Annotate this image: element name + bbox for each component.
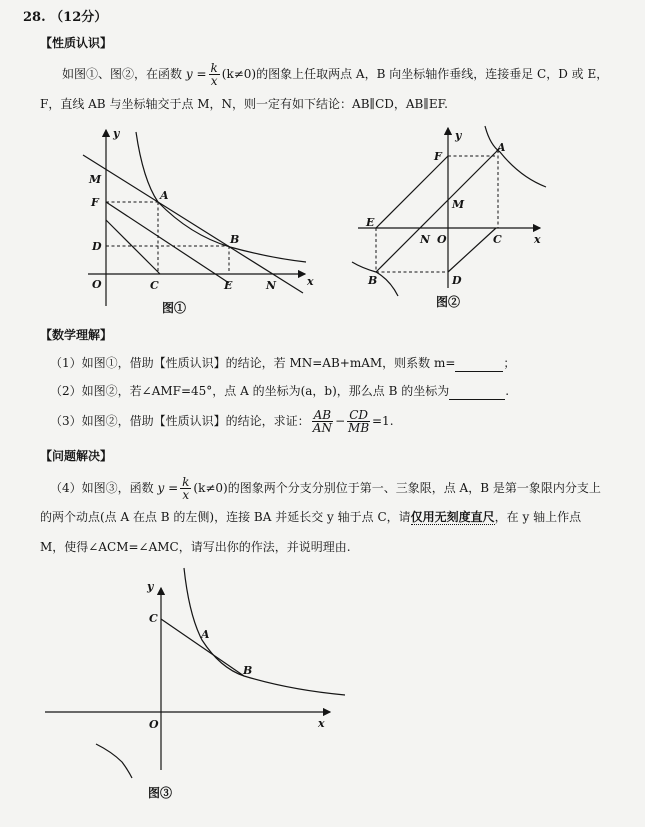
fig3-label-A: A bbox=[201, 628, 210, 641]
fig3-label-y: y bbox=[147, 580, 154, 593]
q3-f1-den: AN bbox=[312, 421, 332, 435]
q4-line-1a: （4）如图③，函数 bbox=[50, 481, 154, 495]
fig1-label-y: y bbox=[113, 127, 120, 140]
q3-frac-1 bbox=[312, 409, 333, 434]
question-4-line-3: M，使得∠ACM=∠AMC，请写出你的作法，并说明理由. bbox=[40, 540, 351, 554]
question-4-line-1 bbox=[50, 473, 601, 503]
fig3-label-C: C bbox=[149, 612, 158, 625]
q1-text: （1）如图①，借助【性质认识】的结论，若 MN=AB+mAM，则系数 m= bbox=[50, 356, 456, 370]
q4-line-2a: 的两个动点(点 A 在点 B 的左侧)，连接 BA 并延长交 y 轴于点 C，请 bbox=[40, 510, 411, 524]
fig3-label-B: B bbox=[243, 664, 253, 677]
fig1-label-O: O bbox=[92, 278, 102, 291]
question-points: （12分） bbox=[50, 10, 108, 25]
section-understanding: 【数学理解】 bbox=[40, 328, 113, 342]
intro-line-1a: 如图①、图②，在函数 bbox=[62, 67, 183, 81]
figure-3 bbox=[45, 568, 345, 778]
question-3 bbox=[50, 404, 394, 438]
q3-f2-den: MB bbox=[348, 421, 370, 435]
q1-blank bbox=[455, 356, 503, 372]
figure-2 bbox=[352, 126, 546, 296]
fig1-label-A: A bbox=[160, 189, 169, 202]
fig2-label-B: B bbox=[368, 274, 378, 287]
section-recognition: 【性质认识】 bbox=[40, 36, 113, 50]
question-2 bbox=[50, 384, 509, 400]
fig1-label-C: C bbox=[150, 279, 159, 292]
fig2-label-E: E bbox=[366, 216, 375, 229]
fig1-label-D: D bbox=[92, 240, 102, 253]
q1-end: ； bbox=[503, 356, 516, 370]
q3-tail: =1. bbox=[372, 414, 394, 428]
fig1-line-DC bbox=[106, 220, 160, 274]
fig2-label-C: C bbox=[493, 233, 502, 246]
intro-line-2: F，直线 AB 与坐标轴交于点 M，N，则一定有如下结论：AB∥CD，AB∥EF. bbox=[40, 97, 448, 111]
intro-yeq: y = bbox=[185, 67, 207, 81]
q2-end: . bbox=[505, 384, 510, 398]
q4-frac-den: x bbox=[182, 488, 190, 502]
q3-frac-2 bbox=[347, 409, 370, 434]
fig2-label-D: D bbox=[452, 274, 462, 287]
q4-fraction bbox=[180, 476, 191, 501]
q3-f2-num: CD bbox=[349, 408, 368, 422]
fig2-labels bbox=[365, 129, 541, 309]
fig2-label-y: y bbox=[455, 129, 462, 142]
fig1-line-FE bbox=[106, 202, 229, 283]
q4-line-2-dotted: 仅用无刻度直尺 bbox=[410, 510, 495, 524]
fig2-label-x: x bbox=[534, 233, 541, 246]
fig1-line-MN bbox=[83, 155, 303, 293]
fig3-label-x: x bbox=[318, 717, 325, 730]
fig1-label-E: E bbox=[224, 279, 233, 292]
fig1-label-N: N bbox=[266, 279, 277, 292]
fig1-label-B: B bbox=[230, 233, 240, 246]
fig1-caption: 图① bbox=[162, 301, 187, 315]
intro-frac-den: x bbox=[210, 74, 218, 88]
fig2-caption: 图② bbox=[436, 295, 461, 309]
fig2-label-F: F bbox=[434, 150, 442, 163]
fig1-labels bbox=[88, 127, 314, 315]
q2-blank bbox=[449, 384, 505, 400]
question-1 bbox=[50, 356, 515, 372]
fig2-line-DC bbox=[448, 228, 496, 272]
q4-line-2b: ，在 y 轴上作点 bbox=[494, 510, 582, 524]
question-4-line-2 bbox=[40, 510, 581, 525]
fig3-label-O: O bbox=[149, 718, 159, 731]
fig3-labels bbox=[146, 580, 325, 800]
fig2-label-N: N bbox=[420, 233, 431, 246]
q4-line-1b: (k≠0)的图象两个分支分别位于第一、三象限，点 A，B 是第一象限内分支上 bbox=[193, 481, 601, 495]
fig2-label-M: M bbox=[452, 198, 465, 211]
fig3-hyperbola-q3 bbox=[96, 744, 132, 778]
section-solving: 【问题解决】 bbox=[40, 449, 113, 463]
fig3-caption: 图③ bbox=[148, 786, 173, 800]
q4-yeq: y = bbox=[157, 481, 179, 495]
fig2-line-EF bbox=[376, 156, 448, 228]
intro-line-1b: (k≠0)的图象上任取两点 A，B 向坐标轴作垂线，连接垂足 C，D 或 E， bbox=[221, 67, 609, 81]
fig2-label-O: O bbox=[437, 233, 447, 246]
q3-text: （3）如图②，借助【性质认识】的结论，求证： bbox=[50, 414, 310, 428]
q4-frac-num: k bbox=[182, 475, 190, 489]
q3-f1-num: AB bbox=[313, 408, 332, 422]
fig1-label-F: F bbox=[91, 196, 99, 209]
fig2-label-A: A bbox=[497, 141, 506, 154]
q2-text: （2）如图②，若∠AMF=45°，点 A 的坐标为(a，b)，那么点 B 的坐标为 bbox=[50, 384, 450, 398]
fig1-label-M: M bbox=[89, 173, 102, 186]
question-number-text: 28. bbox=[23, 10, 46, 25]
intro-frac-num: k bbox=[210, 61, 218, 75]
q3-minus: − bbox=[335, 414, 346, 428]
fig1-label-x: x bbox=[307, 275, 314, 288]
